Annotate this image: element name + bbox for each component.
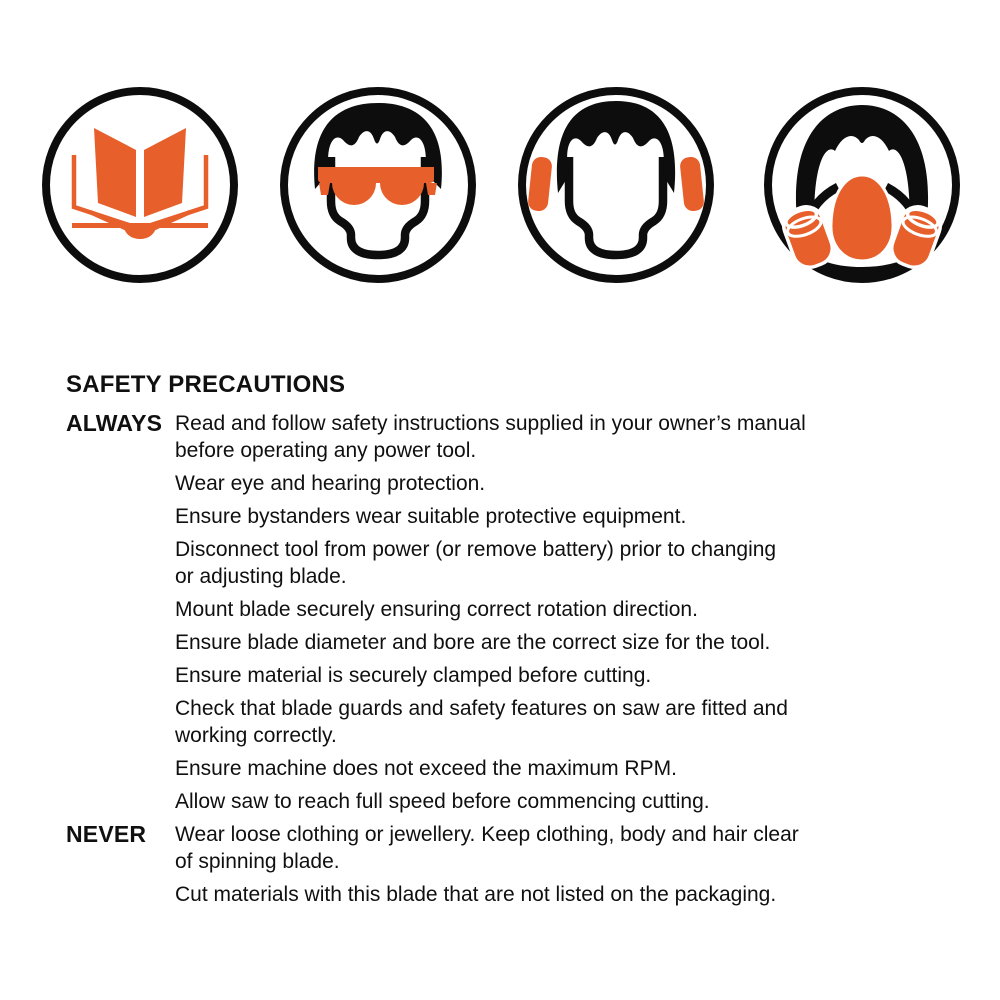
section-title: SAFETY PRECAUTIONS xyxy=(66,371,346,398)
section-label: ALWAYS xyxy=(66,410,163,436)
safety-list xyxy=(66,410,932,908)
section-label-spacer xyxy=(66,536,175,590)
safety-item-text: Mount blade securely ensuring correct rotation direction. xyxy=(175,598,698,621)
owners-manual-icon xyxy=(40,85,240,285)
section-label-spacer xyxy=(66,470,175,497)
safety-row xyxy=(66,470,932,497)
safety-item-text: Wear loose clothing or jewellery. Keep clothing, body and hair clear of spinning blade. xyxy=(175,823,799,873)
safety-row xyxy=(66,503,932,530)
safety-item-text: Ensure machine does not exceed the maximum RPM. xyxy=(175,757,677,780)
safety-row xyxy=(66,881,932,908)
safety-row xyxy=(66,629,932,656)
safety-glasses-icon xyxy=(278,85,478,285)
safety-row xyxy=(66,695,932,749)
section-label-spacer xyxy=(66,596,175,623)
section-label: NEVER xyxy=(66,821,147,847)
section-label-spacer xyxy=(66,503,175,530)
safety-row xyxy=(66,662,932,689)
safety-item-text: Read and follow safety instructions supplied in your owner’s manual before operating any power tool. xyxy=(175,412,806,462)
safety-row xyxy=(66,788,932,815)
safety-item-text: Ensure blade diameter and bore are the correct size for the tool. xyxy=(175,631,771,654)
safety-icon-row xyxy=(0,0,1000,300)
safety-item-text: Ensure bystanders wear suitable protective equipment. xyxy=(175,505,687,528)
section-label-spacer xyxy=(66,755,175,782)
ear-protection-icon xyxy=(516,85,716,285)
safety-item-text: Check that blade guards and safety features on saw are fitted and working correctly. xyxy=(175,697,788,747)
safety-precautions xyxy=(66,371,932,914)
section-label-spacer xyxy=(66,695,175,749)
safety-row xyxy=(66,755,932,782)
safety-row xyxy=(66,821,932,875)
safety-item-text: Allow saw to reach full speed before commencing cutting. xyxy=(175,790,710,813)
safety-item-text: Cut materials with this blade that are not listed on the packaging. xyxy=(175,883,777,906)
section-label-spacer xyxy=(66,629,175,656)
safety-row xyxy=(66,596,932,623)
safety-item-text: Ensure material is securely clamped before cutting. xyxy=(175,664,652,687)
safety-item-text: Wear eye and hearing protection. xyxy=(175,472,486,495)
safety-row xyxy=(66,410,932,464)
respirator-icon xyxy=(762,85,962,285)
safety-item-text: Disconnect tool from power (or remove battery) prior to changing or adjusting blade. xyxy=(175,538,777,588)
section-label-spacer xyxy=(66,662,175,689)
section-label-spacer xyxy=(66,881,175,908)
section-label-spacer xyxy=(66,788,175,815)
safety-row xyxy=(66,536,932,590)
